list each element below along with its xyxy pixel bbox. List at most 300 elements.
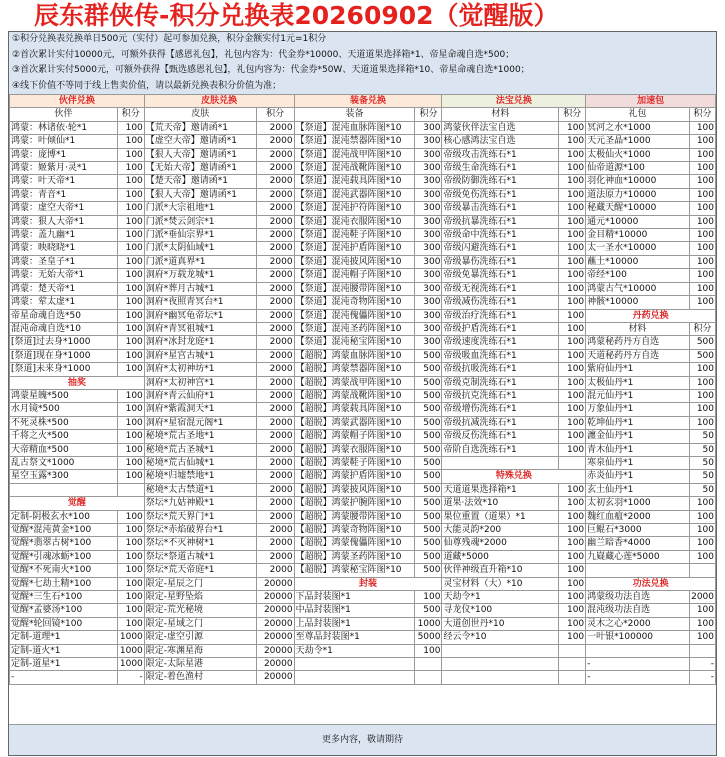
item-name: 觉醒*孟婆汤*100 xyxy=(10,604,118,617)
item-name: 幽兰暗香*4000 xyxy=(586,537,690,550)
item-points: - xyxy=(689,658,715,671)
item-name: 帝级攻击洗练石*1 xyxy=(442,148,559,161)
item-points: 100 xyxy=(117,309,144,322)
item-points: 20000 xyxy=(256,577,294,590)
item-name: 九嶷藏心莲*5000 xyxy=(586,550,690,563)
item-name: 天道道果选择箱*1 xyxy=(442,483,559,496)
item-name: 【超脱】鸿蒙护盾阵图*10 xyxy=(294,470,415,483)
item-name: 天劫令*1 xyxy=(442,591,559,604)
column-header: 材料 xyxy=(442,108,559,121)
item-points: 100 xyxy=(117,148,144,161)
item-name: 通元*10000 xyxy=(586,215,690,228)
column-header: 积分 xyxy=(256,108,294,121)
item-name: 鸿蒙伙伴法宝自选 xyxy=(442,121,559,134)
note-line: ③首次累计实付5000元，可额外获得【甄选感恩礼包】，礼包内容为：代金券*50W、天道道果选择箱*10、帝星命魂自选*1000； xyxy=(12,65,530,75)
note-line: ①积分兑换表兑换单日500元（实付）起可参加兑换，积分金额实付1元=1积分 xyxy=(12,34,327,44)
item-points: 100 xyxy=(559,537,586,550)
item-name: 太一圣水*10000 xyxy=(586,242,690,255)
item-points: 100 xyxy=(117,269,144,282)
item-points: 5000 xyxy=(415,631,442,644)
item-points: 100 xyxy=(117,162,144,175)
item-points: 100 xyxy=(117,591,144,604)
item-name: 大道创世丹*10 xyxy=(442,617,559,630)
item-points: 100 xyxy=(415,644,442,657)
item-name: 【祭道】混沌奇物阵图*10 xyxy=(294,296,415,309)
section-skin: 皮肤兑换 xyxy=(144,95,294,108)
table-row xyxy=(10,215,716,228)
item-name: 一叶银*100000 xyxy=(586,631,690,644)
item-name: 鸿蒙：姬紫月·灵*1 xyxy=(10,162,118,175)
item-name: 神骸*10000 xyxy=(586,296,690,309)
item-points: 100 xyxy=(117,135,144,148)
item-points: 100 xyxy=(559,349,586,362)
item-name: 鸿蒙：虚空大帝*1 xyxy=(10,202,118,215)
notes-block xyxy=(9,32,716,95)
item-name: 帝级抗吸洗练石*1 xyxy=(442,363,559,376)
item-name: 道果·法效*10 xyxy=(442,497,559,510)
item-name: 帝级治疗洗练石*1 xyxy=(442,309,559,322)
table-row xyxy=(10,577,716,590)
section-header-row xyxy=(10,95,716,108)
table-row xyxy=(10,349,716,362)
table-row xyxy=(10,456,716,469)
item-name: 定制-道火*1 xyxy=(10,644,118,657)
item-name: 限定-星域之门 xyxy=(144,617,256,630)
item-name: 太初玄羽*1000 xyxy=(586,497,690,510)
item-points: 300 xyxy=(415,175,442,188)
item-points: 2000 xyxy=(256,336,294,349)
item-name: 秘境*荒古圣城*1 xyxy=(144,443,256,456)
item-points: 500 xyxy=(415,416,442,429)
item-points: 300 xyxy=(415,162,442,175)
item-points: 100 xyxy=(559,430,586,443)
item-points: 100 xyxy=(689,497,715,510)
item-name: 【祭道】混沌护盾阵图*10 xyxy=(294,242,415,255)
item-points: 50 xyxy=(689,483,715,496)
item-points: 500 xyxy=(415,389,442,402)
item-points: 100 xyxy=(689,229,715,242)
item-points: 2000 xyxy=(256,242,294,255)
item-name: 秘境*荒古圣地*1 xyxy=(144,430,256,443)
item-name: 帝级闪避洗练石*1 xyxy=(442,242,559,255)
item-points: 2000 xyxy=(256,175,294,188)
item-points: 100 xyxy=(689,510,715,523)
item-name: 【超脱】鸿蒙鞋子阵图*10 xyxy=(294,456,415,469)
item-points: 100 xyxy=(559,363,586,376)
item-points: 20000 xyxy=(256,591,294,604)
item-name: 千将之火*500 xyxy=(10,430,118,443)
column-header: 皮肤 xyxy=(144,108,256,121)
item-points xyxy=(559,644,586,657)
item-name: 乾坤仙丹*1 xyxy=(586,416,690,429)
item-points: 100 xyxy=(689,604,715,617)
table-row xyxy=(10,537,716,550)
item-points: 100 xyxy=(689,269,715,282)
item-name: 【超脱】鸿蒙奇物阵图*10 xyxy=(294,524,415,537)
item-points: 100 xyxy=(117,456,144,469)
item-points: 100 xyxy=(689,255,715,268)
item-name: 帝级免伤洗练石*1 xyxy=(442,188,559,201)
item-name: 帝级无视洗练石*1 xyxy=(442,282,559,295)
item-points: 积分 xyxy=(689,322,715,335)
item-points: 100 xyxy=(689,135,715,148)
item-points: 2000 xyxy=(256,282,294,295)
item-name: 蘸土*10000 xyxy=(586,255,690,268)
item-name: 鸿蒙：庞博*1 xyxy=(10,148,118,161)
item-name: 【祭道】混沌血脉阵图*10 xyxy=(294,121,415,134)
item-points: 100 xyxy=(117,336,144,349)
item-name: 天劫令*1 xyxy=(294,644,415,657)
item-name: - xyxy=(586,671,690,684)
item-name: 【超脱】鸿蒙武器阵图*10 xyxy=(294,416,415,429)
exchange-table xyxy=(9,94,716,685)
item-name: 紫府仙丹*1 xyxy=(586,363,690,376)
item-points: 100 xyxy=(559,296,586,309)
column-header: 积分 xyxy=(415,108,442,121)
item-points: 2000 xyxy=(256,483,294,496)
item-name: 材料 xyxy=(586,322,690,335)
item-name: 限定-着色渔村 xyxy=(144,671,256,684)
item-name: 鸿蒙星魄*500 xyxy=(10,389,118,402)
item-points: 100 xyxy=(559,577,586,590)
item-points: 2000 xyxy=(256,403,294,416)
item-name: 帝阶自选洗练石*1 xyxy=(442,443,559,456)
item-points: 100 xyxy=(689,215,715,228)
item-points: 500 xyxy=(415,604,442,617)
item-name xyxy=(442,644,559,657)
item-name: 洞府*冰封龙庭*1 xyxy=(144,336,256,349)
item-points: 100 xyxy=(559,564,586,577)
item-name: 帝级护盾洗练石*1 xyxy=(442,322,559,335)
item-points: 100 xyxy=(117,443,144,456)
item-name: 帝级速度洗练石*1 xyxy=(442,336,559,349)
item-points: 2000 xyxy=(256,376,294,389)
table-row xyxy=(10,296,716,309)
table-row xyxy=(10,497,716,510)
item-points xyxy=(559,456,586,469)
section-seal: 封装 xyxy=(294,577,442,590)
item-points: 500 xyxy=(415,363,442,376)
item-name: 门派*大宗祖地*1 xyxy=(144,202,256,215)
item-points: 2000 xyxy=(256,296,294,309)
item-points: 100 xyxy=(117,537,144,550)
table-row xyxy=(10,644,716,657)
table-row xyxy=(10,376,716,389)
item-points: 1000 xyxy=(117,658,144,671)
item-points: 100 xyxy=(559,403,586,416)
table-row xyxy=(10,148,716,161)
item-points: 100 xyxy=(117,202,144,215)
item-name: 赤炎仙丹*1 xyxy=(586,470,690,483)
item-points: 2000 xyxy=(256,349,294,362)
item-name: 帝级减伤洗练石*1 xyxy=(442,296,559,309)
item-name: 经云令*10 xyxy=(442,631,559,644)
item-name: 【虚空大帝】邀请函*1 xyxy=(144,135,256,148)
item-name: 帝级暴击洗练石*1 xyxy=(442,202,559,215)
item-name: 帝级反伤洗练石*1 xyxy=(442,430,559,443)
item-points: 1000 xyxy=(117,631,144,644)
item-name: 定制-阴极玄水*100 xyxy=(10,510,118,523)
item-name: 帝级克制洗练石*1 xyxy=(442,376,559,389)
item-name: 【超脱】鸿蒙傀儡阵图*10 xyxy=(294,537,415,550)
item-points: 2000 xyxy=(256,309,294,322)
item-name: 秘境*太古禁道*1 xyxy=(144,483,256,496)
item-name: 鸿蒙古气*10000 xyxy=(586,282,690,295)
item-name: 【狠人大帝】邀请函*1 xyxy=(144,188,256,201)
item-points: 100 xyxy=(689,296,715,309)
column-header: 装备 xyxy=(294,108,415,121)
item-name: 帝级防御洗练石*1 xyxy=(442,175,559,188)
item-points: 100 xyxy=(117,215,144,228)
item-name: 金目精*10000 xyxy=(586,229,690,242)
item-points: 100 xyxy=(117,550,144,563)
section-draw: 抽奖 xyxy=(10,376,145,389)
item-name: 洞府*夜照青冥台*1 xyxy=(144,296,256,309)
item-name: 帝经*100 xyxy=(586,269,690,282)
item-name: 秘境*荒古仙城*1 xyxy=(144,456,256,469)
item-points: 2000 xyxy=(256,389,294,402)
item-points: 100 xyxy=(117,229,144,242)
item-name: 【祭道】混沌帽子阵图*10 xyxy=(294,269,415,282)
item-points: 100 xyxy=(117,121,144,134)
item-points: 300 xyxy=(415,135,442,148)
table-row xyxy=(10,269,716,282)
item-name: 鸿蒙：狠人大帝*1 xyxy=(10,215,118,228)
note-line: ②首次累计实付10000元，可额外获得【感恩礼包】，礼包内容为：代金券*10000、天道道果选择箱*1、帝星命魂自选*500； xyxy=(12,49,515,60)
item-points: 500 xyxy=(415,443,442,456)
table-row xyxy=(10,389,716,402)
table-row xyxy=(10,591,716,604)
section-treasure: 法宝兑换 xyxy=(442,95,586,108)
item-name xyxy=(10,483,118,496)
item-points: 100 xyxy=(689,537,715,550)
item-points: 2000 xyxy=(256,470,294,483)
table-row xyxy=(10,175,716,188)
item-points: 50 xyxy=(689,430,715,443)
section-hero: 伙伴兑换 xyxy=(10,95,145,108)
item-points: 100 xyxy=(689,389,715,402)
item-points: 2000 xyxy=(256,510,294,523)
table-row xyxy=(10,188,716,201)
item-points: 100 xyxy=(117,470,144,483)
item-name: 洞府*星宿混元阁*1 xyxy=(144,416,256,429)
item-points: 2000 xyxy=(256,148,294,161)
table-row xyxy=(10,255,716,268)
item-name: 大能灵韵*200 xyxy=(442,524,559,537)
item-name: 巨鲲石*3000 xyxy=(586,524,690,537)
item-points: 100 xyxy=(689,617,715,630)
item-points: 100 xyxy=(689,175,715,188)
item-name: 觉醒*轮回镜*100 xyxy=(10,617,118,630)
note-line: ④线下价值不等同于线上售卖价值，请以最新兑换表积分价值为准； xyxy=(12,80,282,91)
item-points: 100 xyxy=(689,188,715,201)
item-name: 祭坛*荒天界门*1 xyxy=(144,510,256,523)
item-points: 500 xyxy=(415,403,442,416)
item-name: 【祭道】混沌披风阵图*10 xyxy=(294,255,415,268)
item-points: 100 xyxy=(559,389,586,402)
item-name xyxy=(442,671,559,684)
item-name: 灵宝材料（大）*10 xyxy=(442,577,559,590)
item-name: 【祭道】混沌战甲阵图*10 xyxy=(294,148,415,161)
item-name xyxy=(586,644,690,657)
item-name: 鸿蒙：圣皇子*1 xyxy=(10,255,118,268)
item-name: 冥河之水*1000 xyxy=(586,121,690,134)
item-points: 2000 xyxy=(256,537,294,550)
item-points: 100 xyxy=(559,148,586,161)
item-points: 100 xyxy=(689,282,715,295)
item-points: 100 xyxy=(559,443,586,456)
item-name: 【祭道】混沌秘宝阵图*10 xyxy=(294,336,415,349)
item-name: 混元仙丹*1 xyxy=(586,389,690,402)
item-points: 20000 xyxy=(256,604,294,617)
item-name: 限定-星野坠焰 xyxy=(144,591,256,604)
item-points: 100 xyxy=(689,550,715,563)
item-name: 秘藏天醒*10000 xyxy=(586,202,690,215)
item-points: 100 xyxy=(689,631,715,644)
table-row xyxy=(10,336,716,349)
item-points: 2000 xyxy=(256,229,294,242)
item-points: 500 xyxy=(415,430,442,443)
item-points: 2000 xyxy=(256,416,294,429)
item-points: 300 xyxy=(415,282,442,295)
item-points xyxy=(117,483,144,496)
item-points: 300 xyxy=(415,309,442,322)
item-name: 帝级吸血洗练石*1 xyxy=(442,349,559,362)
item-points xyxy=(415,658,442,671)
item-name: 限定-荒光秘境 xyxy=(144,604,256,617)
item-name: 【超脱】鸿蒙护腕阵图*10 xyxy=(294,497,415,510)
item-name: 乱古祭文*1000 xyxy=(10,456,118,469)
item-points: 100 xyxy=(117,282,144,295)
item-name: 水月镜*500 xyxy=(10,403,118,416)
item-name: 【无始大帝】邀请函*1 xyxy=(144,162,256,175)
item-name: 限定-寒渊星海 xyxy=(144,644,256,657)
item-name: 【祭道】混沌圣药阵图*10 xyxy=(294,322,415,335)
column-header: 积分 xyxy=(689,108,715,121)
item-name: 限定-星辰之门 xyxy=(144,577,256,590)
item-name: 【祭道】混沌禁器阵图*10 xyxy=(294,135,415,148)
item-points: 300 xyxy=(415,296,442,309)
item-name: 祭坛*荒天帝庭*1 xyxy=(144,564,256,577)
table-row xyxy=(10,470,716,483)
item-points: 100 xyxy=(117,564,144,577)
item-name: 帝级抗减洗练石*1 xyxy=(442,416,559,429)
item-name: 限定-虚空引源 xyxy=(144,631,256,644)
item-points: 100 xyxy=(559,121,586,134)
item-name: 鸿蒙：映晓晓*1 xyxy=(10,242,118,255)
item-points: 500 xyxy=(415,349,442,362)
item-name: 祭坛*祭道古城*1 xyxy=(144,550,256,563)
item-points: 500 xyxy=(415,483,442,496)
item-points: 500 xyxy=(415,524,442,537)
item-points: 100 xyxy=(117,363,144,376)
item-points: 2000 xyxy=(256,456,294,469)
item-points: 100 xyxy=(559,322,586,335)
table-row xyxy=(10,658,716,671)
item-name: 帝级命中洗练石*1 xyxy=(442,229,559,242)
item-name: 羽化神血*10000 xyxy=(586,175,690,188)
section-skill: 功法兑换 xyxy=(586,577,716,590)
item-name: 【超脱】鸿蒙战靴阵图*10 xyxy=(294,389,415,402)
item-points: 100 xyxy=(559,229,586,242)
column-header: 伙伴 xyxy=(10,108,118,121)
item-name: 帝级生命洗练石*1 xyxy=(442,162,559,175)
item-name: 【荒天帝】邀请函*1 xyxy=(144,121,256,134)
item-points: 100 xyxy=(415,591,442,604)
item-name: 帝级增伤洗练石*1 xyxy=(442,403,559,416)
item-name: 鸿蒙：青音*1 xyxy=(10,188,118,201)
item-name xyxy=(442,456,559,469)
item-name: [祭道]现在身*1000 xyxy=(10,349,118,362)
item-points: 20000 xyxy=(256,617,294,630)
item-points: 1000 xyxy=(415,617,442,630)
item-name: 帝级免暴洗练石*1 xyxy=(442,269,559,282)
item-name: 鸿蒙：林诸依·轮*1 xyxy=(10,121,118,134)
item-points: 2000 xyxy=(256,215,294,228)
item-points xyxy=(559,671,586,684)
item-points: 100 xyxy=(117,322,144,335)
exchange-sheet xyxy=(8,31,717,756)
item-points: 300 xyxy=(415,269,442,282)
item-points: 100 xyxy=(689,202,715,215)
item-points: 500 xyxy=(415,550,442,563)
item-points: 2000 xyxy=(256,564,294,577)
item-points: 2000 xyxy=(256,430,294,443)
item-name: 秘境*归墟禁地*1 xyxy=(144,470,256,483)
column-header: 积分 xyxy=(559,108,586,121)
item-name: 【超脱】鸿蒙血脉阵图*10 xyxy=(294,349,415,362)
item-points: 500 xyxy=(415,497,442,510)
item-name: 道藏*5000 xyxy=(442,550,559,563)
item-points: 300 xyxy=(415,148,442,161)
item-name: 定制-道理*1 xyxy=(10,631,118,644)
item-name: 门派*太阴仙域*1 xyxy=(144,242,256,255)
item-points: 2000 xyxy=(256,188,294,201)
table-row xyxy=(10,631,716,644)
item-points xyxy=(415,671,442,684)
item-points: 2000 xyxy=(256,443,294,456)
item-points: 2000 xyxy=(256,121,294,134)
item-name: 玄土仙丹*1 xyxy=(586,483,690,496)
item-name xyxy=(586,564,690,577)
item-name: 祭坛*赤焰破界台*1 xyxy=(144,524,256,537)
item-name: 洞府*幽冥龟帝坛*1 xyxy=(144,309,256,322)
item-points xyxy=(689,564,715,577)
item-name: 觉醒*混沌黄金*100 xyxy=(10,524,118,537)
item-name: 仙尊残魂*2000 xyxy=(442,537,559,550)
table-row xyxy=(10,282,716,295)
item-points: 50 xyxy=(689,470,715,483)
item-points: 1000 xyxy=(117,644,144,657)
item-name: 【超脱】鸿蒙禁器阵图*10 xyxy=(294,363,415,376)
item-name: 果位重置（道果）*1 xyxy=(442,510,559,523)
item-name: - xyxy=(586,658,690,671)
item-name: 青木仙丹*1 xyxy=(586,443,690,456)
item-points: 100 xyxy=(559,255,586,268)
table-row xyxy=(10,443,716,456)
item-name: 【超脱】鸿蒙圣药阵图*10 xyxy=(294,550,415,563)
item-points: 20000 xyxy=(256,644,294,657)
item-name: - xyxy=(10,671,118,684)
item-name xyxy=(442,658,559,671)
item-points: 20000 xyxy=(256,631,294,644)
item-points: 100 xyxy=(559,175,586,188)
item-points: 300 xyxy=(415,121,442,134)
item-points: 100 xyxy=(559,631,586,644)
table-row xyxy=(10,229,716,242)
item-points: 100 xyxy=(559,376,586,389)
item-points: 100 xyxy=(117,255,144,268)
